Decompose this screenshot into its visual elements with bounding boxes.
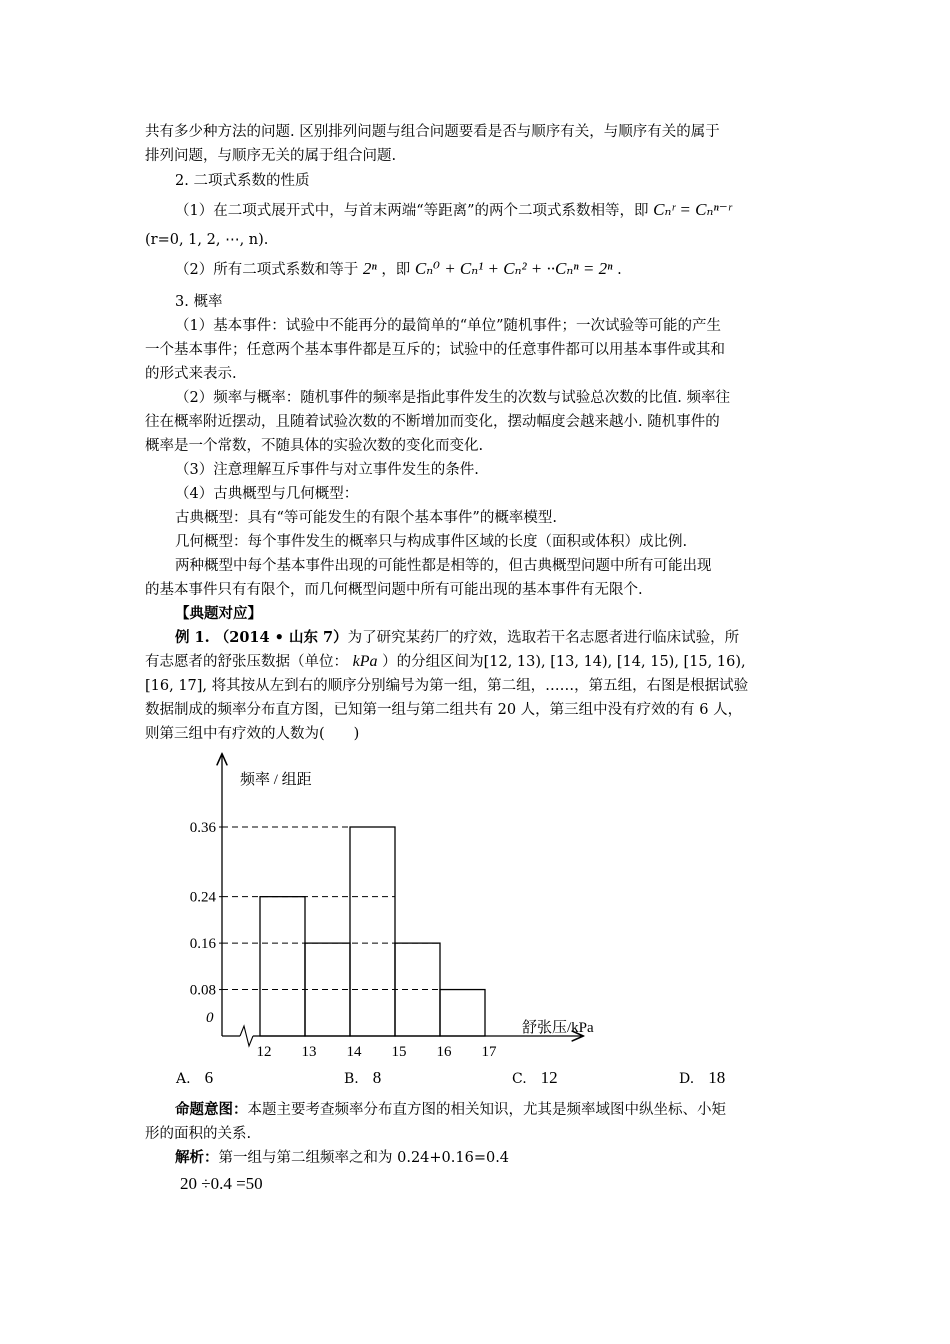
axis-break (240, 1026, 253, 1046)
choice-d[interactable]: D. 18 (679, 1068, 726, 1087)
choice-c[interactable]: C. 12 (512, 1068, 558, 1087)
text-line (175, 1146, 509, 1170)
text-line: (r=0, 1, 2, ⋯, n). (145, 232, 269, 248)
x-tick-label: 12 (256, 1044, 272, 1060)
x-tick-label: 17 (481, 1044, 497, 1060)
y-tick-label: 0.16 (189, 936, 216, 953)
origin-label: 0 (206, 1010, 214, 1026)
paragraph-text: ，即 (381, 262, 411, 278)
text-line: 几何概型：每个事件发生的概率只与构成事件区域的长度（面积或体积）成比例. (175, 534, 688, 550)
text-line (175, 1098, 726, 1122)
x-tick-label: 13 (301, 1044, 317, 1060)
paragraph-text: （1）在二项式展开式中，与首末两端“等距离”的两个二项式系数相等，即 (175, 203, 649, 219)
y-tick-label: 0.08 (189, 982, 216, 999)
text-line: （4）古典概型与几何概型： (175, 486, 359, 502)
text-line (175, 257, 622, 282)
histogram-bar (350, 827, 395, 1036)
text-line: （2）频率与概率：随机事件的频率是指此事件发生的次数与试验总次数的比值. 频率往 (175, 390, 730, 406)
analysis-label: 解析： (175, 1149, 219, 1166)
text-line: 两种概型中每个基本事件出现的可能性都是相等的，但古典概型问题中所有可能出现 (175, 558, 712, 574)
text-line: 数据制成的频率分布直方图，已知第一组与第二组共有 20 人，第三组中没有疗效的有 6 人， (145, 702, 743, 718)
text-line: [16, 17], 将其按从左到右的顺序分别编号为第一组，第二组，……，第五组，右图是根据试验 (145, 678, 749, 694)
x-axis-label: 舒张压/kPa (522, 1020, 594, 1036)
paragraph-text: . (617, 262, 622, 278)
section-heading: 3. 概率 (175, 294, 223, 310)
histogram-bar (440, 990, 485, 1036)
x-tick-label: 15 (391, 1044, 407, 1060)
text-line: 的基本事件只有有限个，而几何概型问题中所有可能出现的基本事件有无限个. (145, 582, 643, 598)
intent-label: 命题意图： (175, 1101, 248, 1118)
question-text: 为了研究某药厂的疗效，选取若干名志愿者进行临床试验，所 (347, 630, 740, 646)
text-line (175, 626, 739, 650)
histogram-bar (260, 897, 305, 1036)
frequency-histogram (170, 750, 630, 1060)
text-line: 共有多少种方法的问题. 区别排列问题与组合问题要看是否与顺序有关，与顺序有关的属于 (145, 124, 720, 140)
text-line: 一个基本事件；任意两个基本事件都是互斥的；试验中的任意事件都可以用基本事件或其和 (145, 342, 725, 358)
text-line: 往在概率附近摆动，且随着试验次数的不断增加而变化，摆动幅度会越来越小. 随机事件的 (145, 414, 720, 430)
text-line: 则第三组中有疗效的人数为( ) (145, 726, 360, 742)
text-line: 古典概型：具有“等可能发生的有限个基本事件”的概率模型. (175, 510, 557, 526)
formula: 20 ÷0.4 =50 (180, 1174, 263, 1193)
paragraph-text: （2）所有二项式系数和等于 (175, 262, 359, 278)
y-axis-label: 频率 / 组距 (240, 772, 312, 788)
text-line (175, 198, 731, 223)
y-tick-label: 0.36 (189, 820, 216, 836)
formula: Cₙʳ = Cₙⁿ⁻ʳ (653, 200, 732, 219)
section-heading: 2. 二项式系数的性质 (175, 173, 310, 189)
text-line: 排列问题，与顺序无关的属于组合问题. (145, 148, 397, 164)
question-text: ）的分组区间为[12, 13), [13, 14), [14, 15), [15, 16), (382, 654, 746, 670)
unit: kPa (352, 653, 378, 670)
section-heading: 【典题对应】 (175, 605, 262, 622)
intent-text: 本题主要考查频率分布直方图的相关知识，尤其是频率域图中纵坐标、小矩 (247, 1102, 726, 1118)
x-tick-label: 16 (436, 1044, 452, 1060)
text-line: （3）注意理解互斥事件与对立事件发生的条件. (175, 462, 479, 478)
text-line: （1）基本事件：试验中不能再分的最简单的“单位”随机事件；一次试验等可能的产生 (175, 318, 722, 334)
y-tick-label: 0.24 (189, 889, 216, 906)
x-tick-label: 14 (346, 1044, 362, 1060)
text-line: 形的面积的关系. (145, 1126, 252, 1142)
example-label: 例 1. （2014 • 山东 7） (175, 629, 348, 646)
formula: 2ⁿ (362, 259, 377, 278)
text-line: 的形式来表示. (145, 366, 237, 382)
formula: Cₙ⁰ + Cₙ¹ + Cₙ² + ··Cₙⁿ = 2ⁿ (414, 259, 613, 278)
text-line: 概率是一个常数，不随具体的实验次数的变化而变化. (145, 438, 484, 454)
choice-a[interactable]: A. 6 (176, 1068, 214, 1087)
text-line (145, 650, 746, 674)
analysis-text: 第一组与第二组频率之和为 0.24+0.16=0.4 (218, 1150, 510, 1166)
choice-b[interactable]: B. 8 (344, 1068, 382, 1087)
question-text: 有志愿者的舒张压数据（单位： (145, 654, 348, 670)
